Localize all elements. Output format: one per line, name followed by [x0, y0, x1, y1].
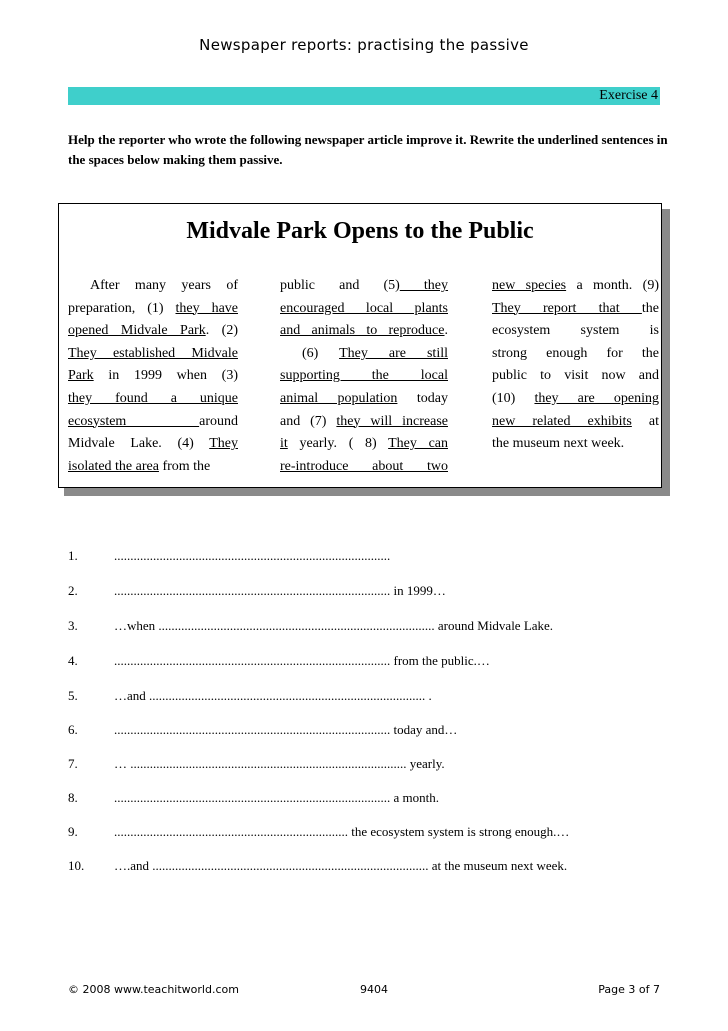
article-line: (6) They are still: [302, 345, 448, 361]
article-line: (10) they are opening: [492, 390, 659, 406]
answer-number: 1.: [68, 548, 78, 563]
answer-number: 5.: [68, 688, 78, 703]
page-title: Newspaper reports: practising the passive: [199, 36, 529, 54]
answer-line[interactable]: … ..................................................................................... yearly.: [114, 756, 445, 771]
article-line: opened Midvale Park. (2): [68, 323, 239, 339]
footer-copyright: © 2008 www.teachitworld.com: [68, 983, 239, 996]
article-line: Park in 1999 when (3): [68, 368, 238, 384]
article-line: the museum next week.: [492, 436, 625, 452]
answer-line[interactable]: ........................................................................ the ecosystem system is strong enough.…: [114, 824, 570, 839]
answer-number: 9.: [68, 824, 78, 839]
article-column-1: [68, 275, 238, 478]
article-line: it yearly. ( 8) They can: [280, 436, 448, 452]
answer-number: 6.: [68, 722, 78, 737]
answer-number: 10.: [68, 858, 85, 873]
article-line: strong enough for the: [492, 345, 659, 361]
article-line: new related exhibits at: [492, 413, 659, 429]
article-line: public to visit now and: [492, 368, 659, 384]
article-column-2: [280, 275, 448, 478]
answer-number: 4.: [68, 653, 78, 668]
article-line: ecosystem system is: [492, 323, 659, 339]
answer-number: 2.: [68, 583, 78, 598]
article-line: encouraged local plants: [280, 300, 448, 316]
article-column-3: [492, 275, 659, 456]
article-line: They report that the: [492, 300, 659, 316]
article-box: [58, 203, 662, 488]
article-line: They established Midvale: [68, 345, 238, 361]
answer-line[interactable]: .....................................................................................: [114, 548, 391, 563]
answer-line[interactable]: ..................................................................................... in 1999…: [114, 583, 446, 598]
exercise-label: Exercise 4: [599, 88, 658, 103]
article-line: and (7) they will increase: [280, 413, 448, 429]
instructions: Help the reporter who wrote the following newspaper article improve it. Rewrite the underlined sentences in the spaces below making them passive.: [68, 132, 668, 167]
article-line: animal population today: [280, 390, 448, 406]
article-title: Midvale Park Opens to the Public: [186, 218, 534, 244]
answer-number: 8.: [68, 790, 78, 805]
article-line: supporting the local: [280, 368, 448, 384]
article-line: new species a month. (9): [492, 278, 659, 293]
answer-number: 3.: [68, 618, 78, 633]
answer-line[interactable]: ..................................................................................... a month.: [114, 790, 439, 805]
answer-line[interactable]: ….and ..................................................................................... at the museum next week.: [114, 858, 568, 873]
footer-page-number: Page 3 of 7: [598, 983, 660, 996]
answer-line[interactable]: ..................................................................................... today and…: [114, 722, 458, 737]
article-line: preparation, (1) they have: [68, 300, 238, 316]
article-line: they found a unique: [68, 390, 238, 406]
article-line: isolated the area from the: [68, 458, 211, 474]
footer-code: 9404: [360, 983, 388, 996]
answer-number: 7.: [68, 756, 78, 771]
article-line: public and (5) they: [280, 278, 449, 293]
answer-line[interactable]: ..................................................................................... from the public.…: [114, 653, 490, 668]
answer-line[interactable]: …when ..................................................................................... around Midvale Lake.: [114, 618, 554, 633]
article-line: ecosystem around: [68, 413, 238, 429]
article-line: Midvale Lake. (4) They: [68, 436, 238, 452]
article-line: re-introduce about two: [280, 458, 448, 474]
article-line: After many years of: [90, 278, 238, 293]
answer-line[interactable]: …and ..................................................................................... .: [114, 688, 432, 703]
article-line: and animals to reproduce.: [280, 323, 448, 339]
exercise-bar: [68, 87, 660, 105]
